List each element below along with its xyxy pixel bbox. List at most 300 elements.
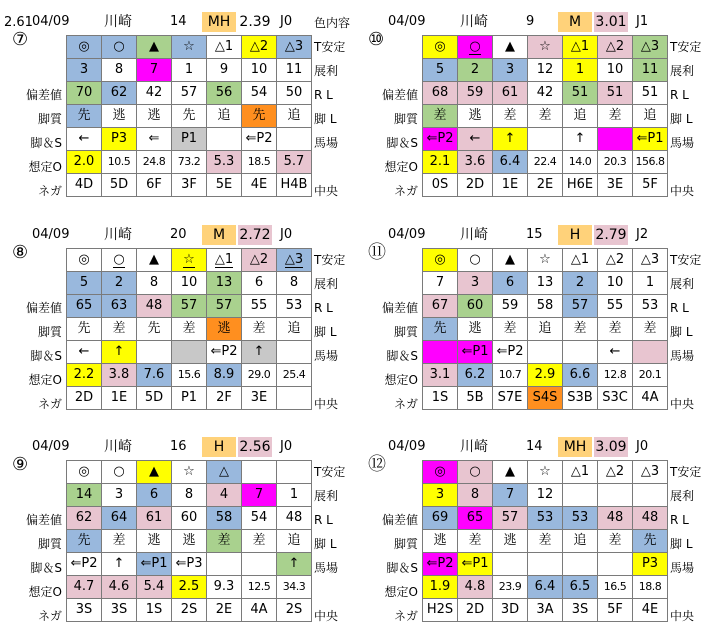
grid-cell: 48: [277, 507, 312, 530]
grid-cell: 逃: [458, 318, 493, 341]
grid-cell: ☆: [528, 461, 563, 484]
row-label-right: R L: [314, 88, 333, 102]
grid-cell: △1: [563, 461, 598, 484]
grid-cell: 3.1: [423, 364, 458, 387]
grid-cell: 3S: [102, 599, 137, 622]
grid-cell: 61: [137, 507, 172, 530]
grid-cell: 11: [633, 59, 668, 82]
grid-row: [67, 576, 312, 599]
grid-cell: ↑: [277, 553, 312, 576]
grid-cell: 9: [207, 59, 242, 82]
grid-cell: 先: [67, 318, 102, 341]
grid-cell: 62: [102, 82, 137, 105]
grid-cell: 4.6: [102, 576, 137, 599]
grid-cell: 64: [102, 507, 137, 530]
race-panel: [356, 425, 712, 638]
row-label-right: T安定: [670, 253, 702, 267]
grid-cell: 追: [207, 105, 242, 128]
grid-cell: 4E: [242, 174, 277, 197]
race-panel: [0, 213, 356, 426]
grid-cell: ⇐P2: [423, 553, 458, 576]
grid-cell: 53: [277, 295, 312, 318]
race-date: 04/09: [32, 14, 70, 29]
race-index: 2.72: [239, 227, 271, 243]
top-left-value: 2.61: [4, 15, 33, 30]
race-panel: [356, 0, 712, 213]
grid-cell: 13: [528, 272, 563, 295]
grid-cell: 先: [67, 105, 102, 128]
grid-cell: [207, 128, 242, 151]
grid-cell: 4D: [67, 174, 102, 197]
grid-cell: 11: [277, 59, 312, 82]
grid-cell: ○: [102, 36, 137, 59]
grid-cell: 先: [242, 105, 277, 128]
grid-cell: 6: [493, 272, 528, 295]
row-label-right: 馬場: [314, 561, 339, 575]
row-label-right: 中央: [314, 184, 339, 198]
row-label-right: R L: [670, 301, 689, 315]
grid-cell: 差: [528, 530, 563, 553]
grid-cell: 1S: [423, 387, 458, 410]
row-label: 脚質: [37, 112, 62, 126]
grid-cell: ▲: [493, 461, 528, 484]
race-venue: 川崎: [104, 14, 132, 30]
grid-cell: 6.5: [563, 576, 598, 599]
grid-cell: ⇐: [137, 128, 172, 151]
row-label: 脚質: [393, 112, 418, 126]
row-label: 脚＆S: [30, 561, 62, 575]
grid-cell: 51: [563, 82, 598, 105]
row-label: 脚質: [37, 325, 62, 339]
grid-cell: 29.0: [242, 364, 277, 387]
grid-cell: 55: [598, 295, 633, 318]
race-jcode: J0: [636, 439, 649, 454]
race-date: 04/09: [388, 227, 426, 242]
grid-cell: 逃: [102, 105, 137, 128]
grid-cell: [172, 341, 207, 364]
grid-cell: 57: [172, 295, 207, 318]
grid-cell: 34.3: [277, 576, 312, 599]
grid-row: [423, 151, 668, 174]
row-label-right: T安定: [314, 40, 346, 54]
grid-row: [67, 59, 312, 82]
grid-cell: 追: [277, 318, 312, 341]
grid-cell: ⇐P3: [172, 553, 207, 576]
row-label: 偏差値: [381, 301, 418, 315]
grid-cell: 10: [598, 59, 633, 82]
grid-cell: 12: [528, 59, 563, 82]
grid-cell: 2: [102, 272, 137, 295]
grid-cell: 54: [242, 82, 277, 105]
row-label: 想定O: [384, 585, 418, 599]
grid-cell: 差: [423, 105, 458, 128]
grid-cell: 2.9: [528, 364, 563, 387]
grid-cell: 14: [67, 484, 102, 507]
grid-cell: 7.6: [137, 364, 172, 387]
grid-cell: [172, 249, 207, 272]
grid-cell: 65: [458, 507, 493, 530]
row-label: 脚＆S: [30, 349, 62, 363]
grid-cell: [102, 249, 137, 272]
grid-cell: 48: [598, 507, 633, 530]
race-date: 04/09: [32, 227, 70, 242]
grid-row: [67, 318, 312, 341]
grid-cell: 16.5: [598, 576, 633, 599]
grid-cell: [598, 553, 633, 576]
grid-cell: △3: [633, 461, 668, 484]
grid-cell: [598, 128, 633, 151]
grid-cell: S4S: [528, 387, 563, 410]
race-venue: 川崎: [104, 439, 132, 455]
grid-cell: 57: [493, 507, 528, 530]
race-number: ⑨: [12, 454, 29, 475]
grid-cell: 差: [242, 530, 277, 553]
row-label-right: 馬場: [314, 349, 339, 363]
grid-cell: ○: [458, 249, 493, 272]
grid-cell: 57: [207, 295, 242, 318]
grid-row: [67, 128, 312, 151]
race-date: 04/09: [388, 439, 426, 454]
row-label: 想定O: [384, 160, 418, 174]
grid-row: [423, 249, 668, 272]
grid-cell: 10: [242, 59, 277, 82]
grid-row: [423, 576, 668, 599]
grid-cell: 追: [277, 530, 312, 553]
race-venue: 川崎: [460, 14, 488, 30]
grid-row: [67, 364, 312, 387]
grid-cell: 59: [493, 295, 528, 318]
grid-cell: 7: [493, 484, 528, 507]
grid-cell: 6.6: [563, 364, 598, 387]
grid-cell: 48: [633, 507, 668, 530]
grid-cell: ▲: [137, 249, 172, 272]
grid-cell: 追: [277, 105, 312, 128]
grid-cell: ⇐P1: [458, 341, 493, 364]
row-label-right: 展利: [314, 64, 339, 78]
grid-cell: 61: [493, 82, 528, 105]
grid-cell: 42: [137, 82, 172, 105]
grid-cell: ▲: [137, 461, 172, 484]
race-venue: 川崎: [460, 439, 488, 455]
grid-cell: 51: [598, 82, 633, 105]
race-runners: 20: [170, 227, 187, 242]
grid-cell: 2.2: [67, 364, 102, 387]
grid-cell: ☆: [172, 461, 207, 484]
row-label: 想定O: [384, 373, 418, 387]
grid-cell: 8: [277, 272, 312, 295]
grid-cell: 2E: [528, 174, 563, 197]
grid-cell: 2S: [277, 599, 312, 622]
grid-cell: [598, 484, 633, 507]
grid-cell: 2: [563, 272, 598, 295]
grid-row: [423, 599, 668, 622]
grid-cell: 3E: [598, 174, 633, 197]
grid-cell: 追: [563, 105, 598, 128]
grid-cell: △2: [598, 36, 633, 59]
grid-cell: [277, 128, 312, 151]
row-label: ネガ: [37, 609, 62, 623]
race-jcode: J1: [636, 14, 649, 29]
cell-text: △3: [284, 252, 304, 267]
header-extra: 色内容: [314, 16, 351, 30]
grid-row: [67, 174, 312, 197]
grid-cell: 追: [633, 105, 668, 128]
grid-row: [423, 128, 668, 151]
grid-cell: 23.9: [493, 576, 528, 599]
grid-cell: 5: [423, 59, 458, 82]
grid-cell: [528, 341, 563, 364]
grid-cell: ◎: [423, 461, 458, 484]
grid-row: [67, 341, 312, 364]
grid-cell: [563, 484, 598, 507]
race-panel: [0, 425, 356, 638]
grid-cell: 6.4: [528, 576, 563, 599]
grid-cell: ↑: [242, 341, 277, 364]
row-label-right: 中央: [670, 184, 695, 198]
grid-row: [67, 599, 312, 622]
grid-cell: ◎: [423, 249, 458, 272]
grid-cell: H6E: [563, 174, 598, 197]
grid-cell: 5E: [207, 174, 242, 197]
row-label: 偏差値: [381, 513, 418, 527]
grid-cell: 3.6: [458, 151, 493, 174]
row-label-right: T安定: [314, 465, 346, 479]
row-label-right: 脚 L: [670, 112, 693, 126]
grid-cell: 3: [458, 272, 493, 295]
grid-cell: [423, 341, 458, 364]
grid-cell: 50: [277, 82, 312, 105]
grid-row: [67, 249, 312, 272]
cell-text: ○: [113, 252, 125, 267]
grid-cell: [242, 461, 277, 484]
grid-cell: 5F: [633, 174, 668, 197]
grid-cell: 差: [493, 318, 528, 341]
grid-cell: △2: [242, 249, 277, 272]
grid-cell: 2S: [172, 599, 207, 622]
grid-cell: [137, 341, 172, 364]
grid-cell: ←: [67, 128, 102, 151]
grid-cell: 6: [242, 272, 277, 295]
row-label-right: 馬場: [670, 136, 695, 150]
row-label: ネガ: [393, 184, 418, 198]
grid-cell: 12.8: [598, 364, 633, 387]
grid-cell: 20.3: [598, 151, 633, 174]
grid-cell: 7: [423, 272, 458, 295]
grid-cell: 68: [423, 82, 458, 105]
grid-cell: 6: [137, 484, 172, 507]
row-label: ネガ: [393, 397, 418, 411]
grid-cell: ↑: [102, 553, 137, 576]
race-panel: [0, 0, 356, 213]
race-date: 04/09: [388, 14, 426, 29]
row-label: 想定O: [28, 585, 62, 599]
grid-row: [423, 36, 668, 59]
grid-cell: 先: [172, 105, 207, 128]
grid-cell: 先: [633, 530, 668, 553]
grid-cell: 14.0: [563, 151, 598, 174]
row-label-right: R L: [314, 513, 333, 527]
grid-cell: 4: [207, 484, 242, 507]
race-grade: MH: [202, 12, 236, 32]
grid-cell: 10: [172, 272, 207, 295]
row-label: 脚＆S: [30, 136, 62, 150]
row-label: 偏差値: [25, 513, 62, 527]
grid-cell: S3C: [598, 387, 633, 410]
grid-cell: 1: [277, 484, 312, 507]
grid-cell: 8.9: [207, 364, 242, 387]
grid-cell: 59: [458, 82, 493, 105]
grid-cell: 4E: [633, 599, 668, 622]
grid-cell: 8: [172, 484, 207, 507]
race-panel: [356, 213, 712, 426]
grid-cell: ⇐P1: [137, 553, 172, 576]
cell-text: ○: [469, 39, 481, 54]
grid-row: [423, 341, 668, 364]
grid-cell: 10: [598, 272, 633, 295]
grid-cell: 1: [563, 59, 598, 82]
grid-cell: S7E: [493, 387, 528, 410]
row-label: 脚＆S: [386, 136, 418, 150]
grid-cell: 差: [172, 318, 207, 341]
grid-row: [67, 82, 312, 105]
grid-cell: P1: [172, 387, 207, 410]
grid-cell: 差: [598, 530, 633, 553]
race-grade: H: [558, 225, 592, 245]
grid-cell: △1: [207, 36, 242, 59]
grid-cell: 3: [67, 59, 102, 82]
grid-cell: 1E: [493, 174, 528, 197]
grid-cell: △2: [598, 249, 633, 272]
grid-cell: ←: [67, 341, 102, 364]
grid-cell: 24.8: [137, 151, 172, 174]
grid-cell: 5: [67, 272, 102, 295]
grid-cell: 逃: [207, 318, 242, 341]
row-label: 脚＆S: [386, 561, 418, 575]
race-jcode: J0: [280, 14, 293, 29]
grid-cell: 8: [102, 59, 137, 82]
row-label-right: 展利: [314, 277, 339, 291]
grid-cell: [277, 461, 312, 484]
grid-cell: ↑: [102, 341, 137, 364]
grid-cell: 6.2: [458, 364, 493, 387]
grid-row: [67, 272, 312, 295]
grid-cell: 73.2: [172, 151, 207, 174]
row-label-right: T安定: [314, 253, 346, 267]
grid-cell: 先: [67, 530, 102, 553]
grid-row: [67, 151, 312, 174]
grid-cell: [563, 341, 598, 364]
grid-cell: ⇐P2: [67, 553, 102, 576]
grid-cell: 20.1: [633, 364, 668, 387]
grid-cell: ▲: [493, 36, 528, 59]
grid-cell: 逃: [137, 105, 172, 128]
grid-cell: 1: [633, 272, 668, 295]
row-label: 想定O: [28, 160, 62, 174]
race-number: ⑩: [368, 29, 385, 50]
grid-cell: 48: [137, 295, 172, 318]
grid-cell: 18.8: [633, 576, 668, 599]
grid-cell: △3: [633, 249, 668, 272]
grid-cell: 56: [207, 82, 242, 105]
grid-cell: [277, 249, 312, 272]
prediction-grid: [66, 248, 312, 410]
cell-text: △1: [214, 252, 234, 267]
row-label-right: 脚 L: [670, 325, 693, 339]
grid-cell: 58: [528, 295, 563, 318]
row-label-right: 中央: [314, 397, 339, 411]
grid-cell: ⇐P1: [458, 553, 493, 576]
race-number: ⑫: [368, 454, 386, 475]
grid-cell: △1: [563, 249, 598, 272]
row-label: ネガ: [393, 609, 418, 623]
grid-cell: ◎: [67, 36, 102, 59]
grid-cell: 2D: [458, 174, 493, 197]
grid-cell: 53: [528, 507, 563, 530]
race-index: 3.01: [595, 14, 627, 30]
grid-cell: ⇐P1: [633, 128, 668, 151]
row-label-right: 中央: [670, 609, 695, 623]
row-label: 偏差値: [25, 301, 62, 315]
grid-cell: △1: [563, 36, 598, 59]
grid-cell: 2: [458, 59, 493, 82]
grid-cell: 3.8: [102, 364, 137, 387]
grid-cell: H2S: [423, 599, 458, 622]
grid-cell: 4A: [633, 387, 668, 410]
grid-cell: 65: [67, 295, 102, 318]
grid-cell: 5.3: [207, 151, 242, 174]
grid-cell: ☆: [528, 249, 563, 272]
grid-cell: 69: [423, 507, 458, 530]
grid-cell: [528, 128, 563, 151]
grid-cell: 63: [102, 295, 137, 318]
grid-cell: ⇐P2: [242, 128, 277, 151]
race-index: 2.79: [595, 227, 627, 243]
grid-cell: 1: [172, 59, 207, 82]
grid-cell: ↑: [563, 128, 598, 151]
grid-row: [423, 461, 668, 484]
grid-cell: 156.8: [633, 151, 668, 174]
grid-cell: [458, 36, 493, 59]
grid-cell: 25.4: [277, 364, 312, 387]
grid-row: [423, 59, 668, 82]
grid-cell: 58: [207, 507, 242, 530]
race-runners: 9: [526, 14, 535, 29]
grid-cell: 9.3: [207, 576, 242, 599]
race-jcode: J2: [636, 227, 649, 242]
grid-cell: 4.8: [458, 576, 493, 599]
grid-cell: 54: [242, 507, 277, 530]
grid-cell: 67: [423, 295, 458, 318]
grid-cell: 7: [242, 484, 277, 507]
grid-cell: 53: [633, 295, 668, 318]
row-label-right: R L: [314, 301, 333, 315]
grid-row: [67, 105, 312, 128]
race-index: 3.09: [595, 439, 627, 455]
row-label-right: R L: [670, 88, 689, 102]
grid-cell: 差: [207, 530, 242, 553]
grid-cell: [277, 387, 312, 410]
grid-row: [423, 174, 668, 197]
grid-row: [423, 507, 668, 530]
row-label: 脚＆S: [386, 349, 418, 363]
grid-row: [423, 318, 668, 341]
grid-cell: 3E: [242, 387, 277, 410]
grid-cell: 2D: [458, 599, 493, 622]
row-label-right: T安定: [670, 465, 702, 479]
row-label: 脚質: [393, 537, 418, 551]
grid-cell: 3D: [493, 599, 528, 622]
prediction-grid: [422, 248, 668, 410]
